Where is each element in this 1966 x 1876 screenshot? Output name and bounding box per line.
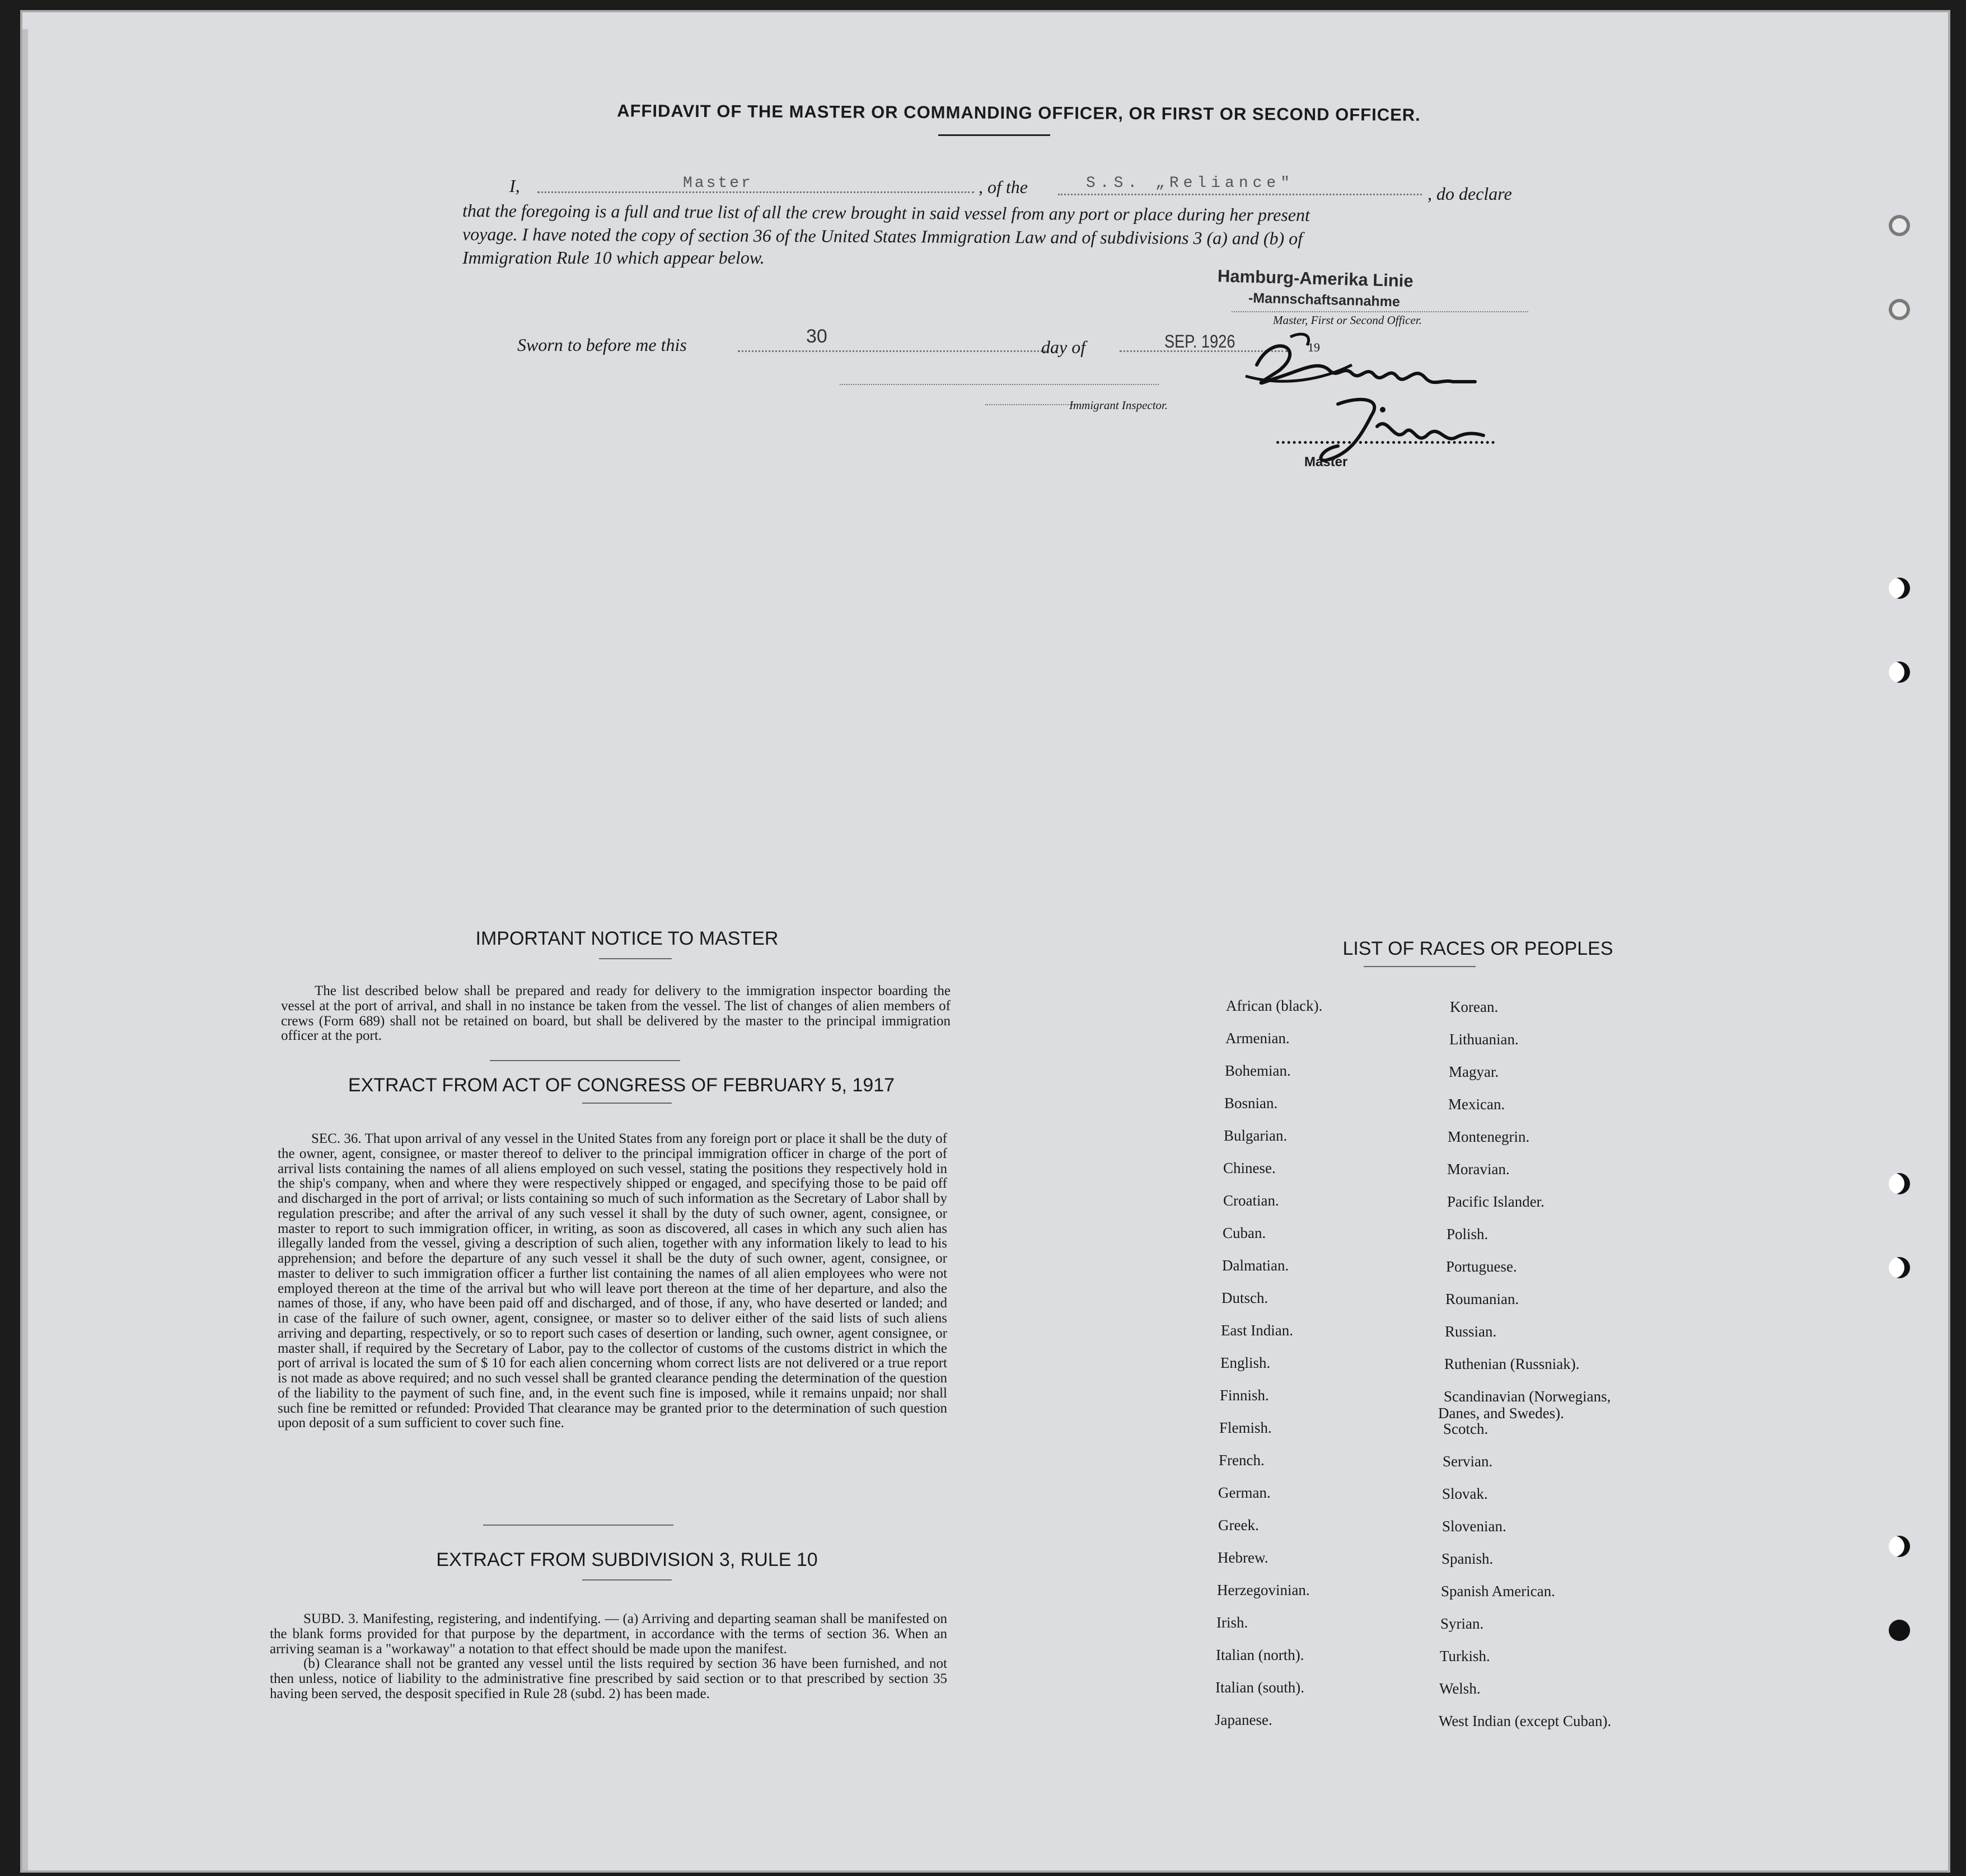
race-item: Irish.: [1216, 1614, 1248, 1631]
declaration-line-4: Immigration Rule 10 which appear below.: [462, 247, 765, 268]
sworn-label: Sworn to before me this: [517, 335, 687, 355]
notice-text: [281, 984, 951, 1044]
race-item: Pacific Islander.: [1447, 1193, 1544, 1210]
race-item: Turkish.: [1440, 1648, 1490, 1664]
race-item: French.: [1219, 1452, 1265, 1469]
binder-hole: [1889, 1173, 1910, 1194]
races-title: LIST OF RACES OR PEOPLES: [1342, 938, 1613, 959]
sworn-day-line: [738, 350, 1057, 352]
race-item: Magyar.: [1449, 1063, 1499, 1080]
race-item: Montenegrin.: [1448, 1128, 1530, 1145]
race-item: Dutsch.: [1221, 1289, 1268, 1306]
rule-paragraph-a: SUBD. 3. Manifesting, registering, and indentifying. — (a) Arriving and departing seaman shall be manifested on the blank forms provided for that purpose by the department, in accordance with the terms of section 36. When an arriving seaman is a "workaway" a notation to that effect should be made upon the manifest.: [270, 1611, 947, 1657]
company-stamp-name: Hamburg-Amerika Linie: [1217, 266, 1414, 291]
race-item: Syrian.: [1440, 1615, 1484, 1632]
race-item: Bohemian.: [1225, 1062, 1291, 1079]
race-item: Welsh.: [1439, 1680, 1481, 1697]
ship-field-line: [1058, 194, 1422, 195]
race-item: Cuban.: [1223, 1225, 1266, 1241]
race-item: English.: [1220, 1354, 1271, 1371]
binder-hole: [1889, 299, 1910, 320]
race-item: Greek.: [1218, 1517, 1259, 1533]
race-item: Lithuanian.: [1449, 1031, 1519, 1048]
declaration-line-2: that the foregoing is a full and true list of all the crew brought in said vessel from any port or place during her present: [462, 200, 1310, 225]
act-title: EXTRACT FROM ACT OF CONGRESS OF FEBRUARY 5, 1917: [348, 1075, 895, 1096]
declaration-suffix: , do declare: [1427, 184, 1512, 204]
notice-title-underline: [599, 958, 672, 959]
race-item: Croatian.: [1223, 1192, 1279, 1209]
race-item: Korean.: [1450, 998, 1499, 1015]
race-item: Roumanian.: [1445, 1291, 1519, 1307]
sheet-edge: [22, 29, 28, 1870]
race-item: German.: [1218, 1484, 1271, 1501]
race-item: Japanese.: [1215, 1711, 1272, 1728]
race-item: Scandinavian (Norwegians,: [1444, 1388, 1611, 1405]
race-item: Herzegovinian.: [1217, 1582, 1310, 1598]
race-item: Danes, and Swedes).: [1438, 1405, 1564, 1422]
race-item: Italian (south).: [1215, 1679, 1304, 1696]
race-item: Ruthenian (Russniak).: [1444, 1356, 1580, 1372]
race-item: Flemish.: [1219, 1419, 1272, 1436]
notice-title: IMPORTANT NOTICE TO MASTER: [475, 928, 779, 949]
race-item: African (black).: [1226, 997, 1323, 1014]
title-underline: [938, 134, 1050, 136]
race-item: Slovak.: [1442, 1485, 1488, 1502]
declaration-line-3: voyage. I have noted the copy of section 36 of the United States Immigration Law and of subdivisions 3 (a) and (b) of: [462, 224, 1303, 248]
day-of-label: day of: [1041, 337, 1086, 357]
race-item: Portuguese.: [1446, 1258, 1517, 1275]
race-item: Hebrew.: [1218, 1549, 1268, 1566]
sworn-month-value: SEP. 1926: [1164, 331, 1235, 351]
race-item: West Indian (except Cuban).: [1439, 1713, 1612, 1729]
race-item: Italian (north).: [1216, 1647, 1304, 1663]
signer-caption: Master, First or Second Officer.: [1273, 313, 1422, 327]
races-title-underline: [1364, 966, 1476, 967]
race-item: Bosnian.: [1224, 1095, 1278, 1111]
race-item: Armenian.: [1225, 1030, 1290, 1047]
race-item: Scotch.: [1443, 1420, 1488, 1437]
binder-hole: [1889, 662, 1910, 683]
affidavit-title: AFFIDAVIT OF THE MASTER OR COMMANDING OFFICER, OR FIRST OR SECOND OFFICER.: [617, 101, 1421, 125]
document-sheet: [22, 12, 1948, 1870]
declaration-prefix: I,: [509, 176, 520, 196]
act-divider: [483, 1525, 673, 1526]
race-item: Moravian.: [1447, 1161, 1510, 1178]
act-paragraph: SEC. 36. That upon arrival of any vessel in the United States from any foreign port or place it shall be the duty of the owner, agent, consignee, or master thereof to deliver to the principal immigration officer in charge of the port of arrival lists containing the names of all aliens employed on such vessel, stating the positions they respectively hold in the ship's company, when and where they were respectively shipped or engaged, and specifying those to be paid off and discharged in the port of arrival; or lists containing so much of such information as the Secretary of Labor shall by regulation prescribe; and after the arrival of any such vessel it shall by the duty of such owner, agent, consignee, or master to report to such immigration officer, in writing, as soon as discovered, all cases in which any such alien has illegally landed from the vessel, giving a description of such alien, together with any information likely to lead to his apprehension; and before the departure of any such vessel it shall be the duty of such owner, agent, consignee, or master to deliver to such immigration officer a further list containing the names of all alien employees who were not employed thereon at the time of the arrival but who will leave port thereon at the time of her departure, and also the names of those, if any, who have been paid off and discharged, and of those, if any, who have deserted or landed; and in case of the failure of such owner, agent, consignee, or master so to deliver either of the said lists of such aliens arriving and departing, respectively, or so to report such cases of desertion or landing, such owner, agent consignee, or master shall, if required by the Secretary of Labor, pay to the collector of customs of the customs district in which the port of arrival is located the sum of $ 10 for each alien concerning whom correct lists are not delivered or a true report is not made as above required; and no such vessel shall be granted clearance pending the determination of the question of the liability to the payment of such fine, and, in the event such fine is imposed, while it remains unpaid; nor shall such fine be remitted or refunded: Provided That clearance may be granted prior to the determination of such question upon deposit of a sum sufficient to cover such fine.: [278, 1131, 947, 1431]
race-item: Polish.: [1447, 1226, 1488, 1242]
notice-paragraph: The list described below shall be prepared and ready for delivery to the immigration inspector boarding the vessel at the port of arrival, and shall in no instance be taken from the vessel. The list of changes of alien members of crews (Form 689) shall not be retained on board, but shall be delivered by the master to the principal immigration officer at the port.: [281, 983, 951, 1044]
notice-divider: [490, 1060, 680, 1061]
race-item: Russian.: [1445, 1323, 1497, 1340]
binder-hole: [1889, 1257, 1910, 1278]
rule-title: EXTRACT FROM SUBDIVISION 3, RULE 10: [436, 1549, 818, 1570]
binder-hole: [1889, 578, 1910, 599]
master-signature-line: [1276, 441, 1495, 444]
rule-title-underline: [582, 1579, 672, 1580]
race-item: Finnish.: [1220, 1387, 1269, 1404]
race-item: Spanish.: [1441, 1550, 1494, 1567]
rule-text: [270, 1612, 947, 1702]
race-item: East Indian.: [1221, 1322, 1293, 1339]
master-caption: Master: [1304, 454, 1348, 470]
master-name-value: Master: [683, 175, 753, 192]
inspector-caption-line: [985, 404, 1075, 405]
company-stamp-department: -Mannschaftsannahme: [1248, 290, 1401, 310]
race-item: Mexican.: [1448, 1096, 1505, 1113]
name-field-line: [537, 191, 974, 193]
race-item: Spanish American.: [1441, 1583, 1555, 1600]
inspector-caption: Immigrant Inspector.: [1069, 398, 1168, 412]
race-item: Slovenian.: [1442, 1518, 1506, 1535]
binder-hole: [1889, 1536, 1910, 1557]
inspector-signature-line: [840, 384, 1159, 385]
ship-name-value: S.S. „Reliance": [1086, 175, 1295, 192]
race-item: Dalmatian.: [1222, 1257, 1289, 1274]
race-item: Servian.: [1443, 1453, 1493, 1470]
race-item: Bulgarian.: [1224, 1127, 1288, 1144]
race-item: Chinese.: [1223, 1160, 1276, 1176]
rule-paragraph-b: (b) Clearance shall not be granted any vessel until the lists required by section 36 have been furnished, and not then unless, notice of liability to the administrative fine prescribed by said section or to that prescribed by section 35 having been served, the desposit specified in Rule 28 (subd. 2) has been made.: [270, 1656, 947, 1701]
binder-hole: [1889, 215, 1910, 236]
year-prefix: 19: [1308, 340, 1320, 354]
declaration-mid: , of the: [979, 177, 1028, 197]
binder-hole: [1889, 1620, 1910, 1641]
sworn-day-value: 30: [806, 326, 827, 347]
act-text: [278, 1132, 947, 1431]
signer-field-line: [1232, 311, 1528, 312]
act-title-underline: [582, 1103, 672, 1104]
